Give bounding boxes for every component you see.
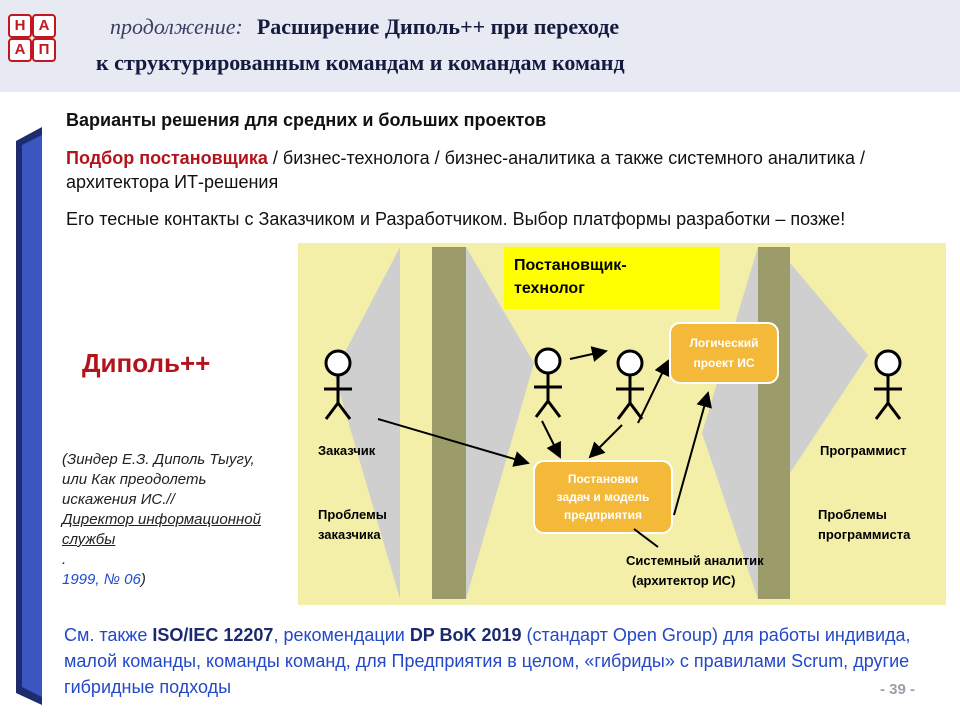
reference-note — [62, 450, 277, 590]
title-main: Расширение Диполь++ при переходе — [256, 14, 620, 39]
customer-problems-label: Проблемы заказчика — [318, 507, 387, 542]
programmer-problems-label: Проблемы программиста — [818, 507, 911, 542]
page-number: - 39 - — [880, 681, 916, 698]
section-heading: Варианты решения для средних и больших проектов — [66, 110, 547, 130]
slide-title-line2: к структурированным командам и командам команд — [96, 50, 625, 75]
left-bracket-decoration — [14, 127, 44, 705]
footer-text: См. также — [64, 625, 153, 645]
left-column — [432, 247, 466, 599]
footer-note — [64, 622, 944, 700]
reference-link[interactable]: Директор информационной службы — [62, 511, 261, 548]
logo-letter: Н — [8, 14, 32, 38]
header-bar — [0, 0, 960, 92]
reference-year[interactable]: 1999, № 06 — [62, 571, 141, 588]
logo-letter: А — [8, 38, 32, 62]
reference-dot: . — [62, 551, 67, 568]
footer-standard: ISO/IEC 12207 — [152, 625, 274, 645]
title-prefix: продолжение: — [110, 14, 243, 39]
slide-title-line1 — [110, 14, 950, 40]
reference-close: ) — [140, 571, 146, 588]
footer-text: (стандарт Open Group) для работы индивида, малой команды, команды команд, для Предприятия в целом, «гибриды» с правилами Scrum, другие гибридные подходы — [64, 625, 911, 697]
callout-text: Постановщик-технолог — [514, 257, 627, 297]
logical-project-label: Логический проект ИС — [689, 336, 759, 370]
right-column — [758, 247, 790, 599]
task-model-label: Постановки задач и модель предприятия — [556, 472, 650, 522]
paragraph-contacts: Его тесные контакты с Заказчиком и Разработчиком. Выбор платформы разработки – позже! — [66, 209, 846, 229]
paragraph-selection — [66, 146, 926, 194]
analyst-label: Системный аналитик (архитектор ИС) — [626, 553, 764, 588]
dipol-diagram — [298, 243, 946, 605]
logo-letter: А — [32, 14, 56, 38]
reference-text: (Зиндер Е.З. Диполь Тыугу, или Как преодолеть искажения ИС.// — [62, 451, 255, 508]
logo — [8, 14, 56, 62]
footer-text: , рекомендации — [273, 625, 410, 645]
customer-label: Заказчик — [318, 443, 376, 458]
dipol-label: Диполь++ — [82, 348, 211, 378]
logo-letter: П — [32, 38, 56, 62]
logical-project-box — [670, 323, 778, 383]
paragraph-text: / бизнес-технолога / бизнес-аналитика а также системного аналитика / архитектора ИТ-решения — [66, 148, 865, 192]
programmer-label: Программист — [820, 443, 907, 458]
footer-standard: DP BoK 2019 — [409, 625, 522, 645]
highlight-text: Подбор постановщика — [66, 148, 268, 168]
